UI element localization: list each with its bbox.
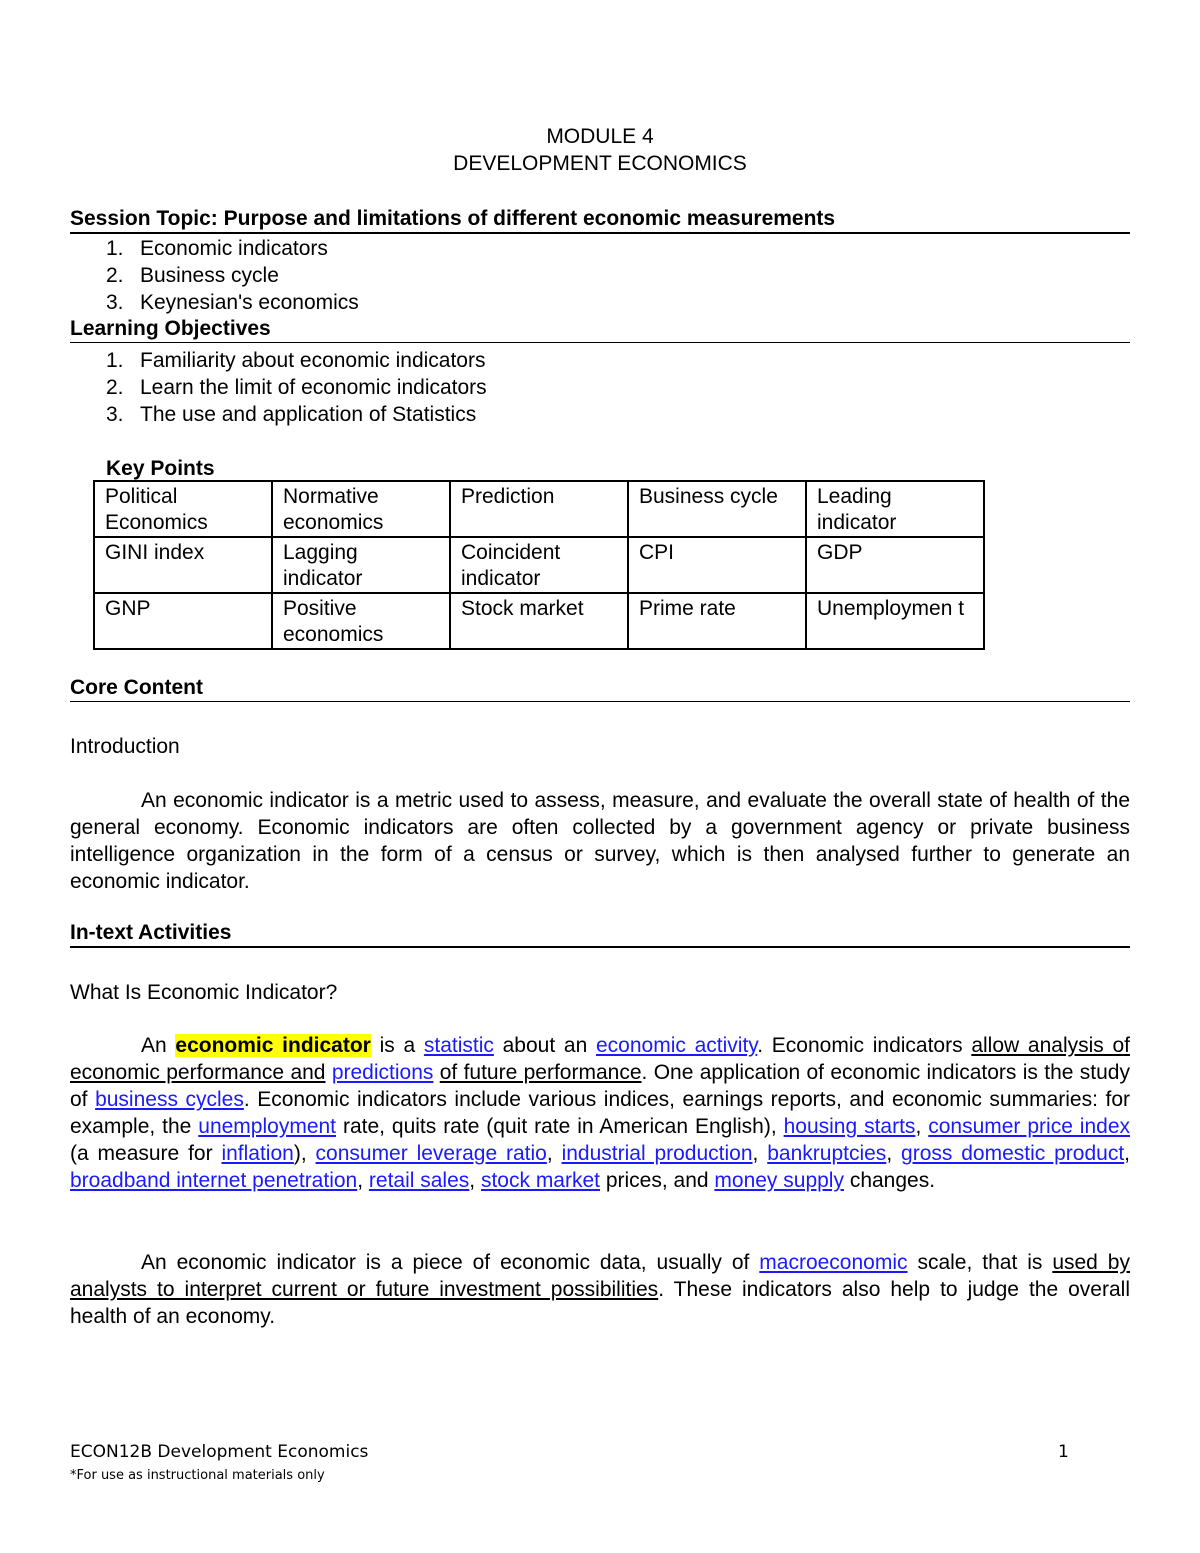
link-stock-market[interactable]: stock market — [480, 1169, 600, 1192]
link-consumer-leverage-ratio[interactable]: consumer leverage ratio — [315, 1142, 547, 1165]
footer-course: ECON12B Development Economics — [70, 1442, 369, 1462]
link-bankruptcies[interactable]: bankruptcies — [767, 1142, 887, 1165]
session-topic-list — [70, 235, 359, 316]
table-cell: GINI index — [94, 537, 272, 593]
key-points-table — [93, 480, 985, 650]
learning-objectives-heading: Learning Objectives — [70, 317, 1130, 343]
table-cell: CPI — [628, 537, 806, 593]
key-points-heading: Key Points — [106, 457, 215, 480]
link-retail-sales[interactable]: retail sales — [368, 1169, 470, 1192]
table-cell: Political Economics — [94, 481, 272, 537]
footer-note: *For use as instructional materials only — [70, 1468, 325, 1483]
table-cell: Unemploymen t — [806, 593, 984, 649]
table-cell: Prime rate — [628, 593, 806, 649]
underlined-text: used by analysts to interpret current or future investment possibilities — [70, 1251, 1130, 1301]
link-broadband-internet-penetration[interactable]: broadband internet penetration — [70, 1169, 358, 1192]
table-cell: Lagging indicator — [272, 537, 450, 593]
list-item: 2. Business cycle — [106, 264, 279, 287]
list-item: 2. Learn the limit of economic indicators — [106, 376, 487, 399]
list-item: 3. Keynesian's economics — [106, 291, 359, 314]
list-item: 1. Familiarity about economic indicators — [106, 349, 486, 372]
table-cell: Coincident indicator — [450, 537, 628, 593]
link-housing-starts[interactable]: housing starts — [783, 1115, 916, 1138]
table-row — [94, 537, 984, 593]
link-macroeconomic[interactable]: macroeconomic — [759, 1251, 908, 1274]
indicator-usage-paragraph: An economic indicator is a piece of economic data, usually of macroeconomic scale, that is used by analysts to interpret current or future investment possibilities. These indicators also help to judge the overall health of an economy. — [70, 1251, 1130, 1328]
in-text-activities-heading: In-text Activities — [70, 921, 1130, 948]
module-title: MODULE 4 — [546, 125, 654, 148]
table-row — [94, 481, 984, 537]
list-item: 1. Economic indicators — [106, 237, 328, 260]
learning-objectives-list — [70, 347, 487, 428]
underlined-text: of future performance — [439, 1061, 642, 1084]
link-industrial-production[interactable]: industrial production — [561, 1142, 753, 1165]
link-gross-domestic-product[interactable]: gross domestic product — [901, 1142, 1125, 1165]
core-content-heading: Core Content — [70, 676, 1130, 702]
session-topic-heading: Session Topic: Purpose and limitations of different economic measurements — [70, 207, 1130, 234]
link-unemployment[interactable]: unemployment — [198, 1115, 337, 1138]
introduction-label: Introduction — [70, 735, 180, 758]
link-inflation[interactable]: inflation — [221, 1142, 294, 1165]
subject-title: DEVELOPMENT ECONOMICS — [453, 152, 747, 175]
link-predictions[interactable]: predictions — [331, 1061, 434, 1084]
table-cell: Normative economics — [272, 481, 450, 537]
activity-question: What Is Economic Indicator? — [70, 981, 338, 1004]
table-cell: Business cycle — [628, 481, 806, 537]
link-consumer-price-index[interactable]: consumer price index — [928, 1115, 1131, 1138]
link-money-supply[interactable]: money supply — [714, 1169, 844, 1192]
economic-indicator-paragraph: An economic indicator is a statistic about an economic activity. Economic indicators allow analysis of economic performance and predictions of future performance. One application of economic indicators is the study of business cycles. Economic indicators include various indices, earnings reports, and economic summaries: for example, the unemployment rate, quits rate (quit rate in American English), housing starts, consumer price index (a measure for inflation), consumer leverage ratio, industrial production, bankruptcies, gross domestic product, broadband internet penetration, retail sales, stock market prices, and money supply changes. — [70, 1034, 1131, 1192]
table-row — [94, 593, 984, 649]
table-cell: Prediction — [450, 481, 628, 537]
list-item: 3. The use and application of Statistics — [106, 403, 477, 426]
table-cell: Leading indicator — [806, 481, 984, 537]
underlined-text: allow analysis of economic performance and — [70, 1034, 1131, 1084]
introduction-paragraph: An economic indicator is a metric used to assess, measure, and evaluate the overall state of health of the general economy. Economic indicators are often collected by a government agency or private business intelligence organization in the form of a census or survey, which is then analysed further to generate an economic indicator. — [70, 789, 1130, 893]
link-statistic[interactable]: statistic — [423, 1034, 494, 1057]
table-cell: Positive economics — [272, 593, 450, 649]
footer-page-number: 1 — [1058, 1442, 1069, 1462]
table-cell: GDP — [806, 537, 984, 593]
link-business-cycles[interactable]: business cycles — [95, 1088, 244, 1111]
highlighted-term: economic indicator — [175, 1034, 371, 1057]
table-cell: GNP — [94, 593, 272, 649]
table-cell: Stock market — [450, 593, 628, 649]
link-economic-activity[interactable]: economic activity — [596, 1034, 758, 1057]
